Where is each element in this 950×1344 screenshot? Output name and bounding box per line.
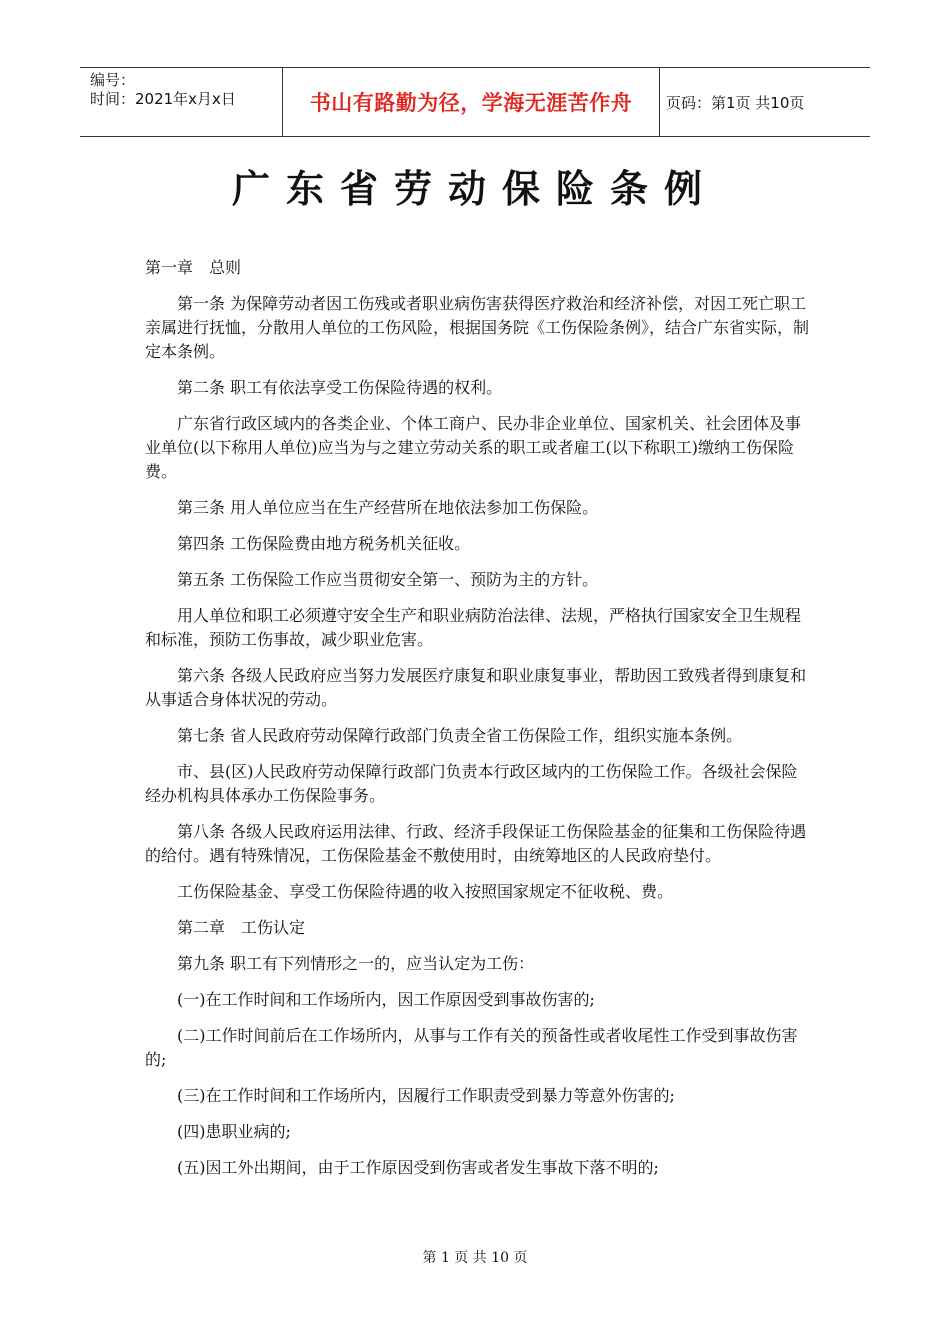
list-item: (四)患职业病的; — [177, 1122, 291, 1141]
page-footer: 第 1 页 共 10 页 — [422, 1250, 528, 1266]
paragraph: 工伤保险基金、享受工伤保险待遇的收入按照国家规定不征收税、费。 — [177, 882, 674, 901]
paragraph: 第一条 为保障劳动者因工伤残或者职业病伤害获得医疗救治和经济补偿，对因工死亡职工亲属进行抚恤，分散用人单位的工伤风险，根据国务院《工伤保险条例》，结合广东省实际，制定本条例。 — [145, 294, 810, 361]
header-motto: 书山有路勤为径，学海无涯苦作舟 — [282, 68, 660, 136]
paragraph: 第五条 工伤保险工作应当贯彻安全第一、预防为主的方针。 — [177, 570, 599, 589]
chapter-heading: 第一章 总则 — [145, 258, 242, 277]
paragraph: 广东省行政区域内的各类企业、个体工商户、民办非企业单位、国家机关、社会团体及事业单位(以下称用人单位)应当为与之建立劳动关系的职工或者雇工(以下称职工)缴纳工伤保险费。 — [145, 414, 802, 481]
code-label: 编号： — [90, 71, 136, 89]
list-item: (二)工作时间前后在工作场所内，从事与工作有关的预备性或者收尾性工作受到事故伤害的; — [145, 1026, 798, 1069]
paragraph: 第二条 职工有依法享受工伤保险待遇的权利。 — [177, 378, 503, 397]
paragraph: 市、县(区)人民政府劳动保障行政部门负责本行政区域内的工伤保险工作。各级社会保险经办机构具体承办工伤保险事务。 — [145, 762, 798, 805]
paragraph: 第九条 职工有下列情形之一的，应当认定为工伤： — [177, 954, 535, 973]
list-item: (三)在工作时间和工作场所内，因履行工作职责受到暴力等意外伤害的; — [177, 1086, 675, 1105]
list-item: (一)在工作时间和工作场所内，因工作原因受到事故伤害的; — [177, 990, 595, 1009]
document-title: 广东省劳动保险条例 — [231, 167, 718, 211]
paragraph: 第八条 各级人民政府运用法律、行政、经济手段保证工伤保险基金的征集和工伤保险待遇的给付。遇有特殊情况，工伤保险基金不敷使用时，由统筹地区的人民政府垫付。 — [145, 822, 807, 865]
document-body — [145, 256, 810, 1180]
paragraph: 第六条 各级人民政府应当努力发展医疗康复和职业康复事业，帮助因工致残者得到康复和从事适合身体状况的劳动。 — [145, 666, 807, 709]
header-page-label: 页码：第1页 共10页 — [666, 93, 805, 112]
paragraph: 第四条 工伤保险费由地方税务机关征收。 — [177, 534, 471, 553]
chapter-heading: 第二章 工伤认定 — [177, 918, 306, 937]
list-item: (五)因工外出期间，由于工作原因受到伤害或者发生事故下落不明的; — [177, 1158, 659, 1177]
paragraph: 用人单位和职工必须遵守安全生产和职业病防治法律、法规，严格执行国家安全卫生规程和标准，预防工伤事故，减少职业危害。 — [145, 606, 802, 649]
paragraph: 第七条 省人民政府劳动保障行政部门负责全省工伤保险工作，组织实施本条例。 — [177, 726, 743, 745]
header-meta — [80, 68, 282, 136]
document-header — [80, 67, 870, 137]
date-label: 时间：2021年x月x日 — [90, 90, 236, 108]
paragraph: 第三条 用人单位应当在生产经营所在地依法参加工伤保险。 — [177, 498, 599, 517]
